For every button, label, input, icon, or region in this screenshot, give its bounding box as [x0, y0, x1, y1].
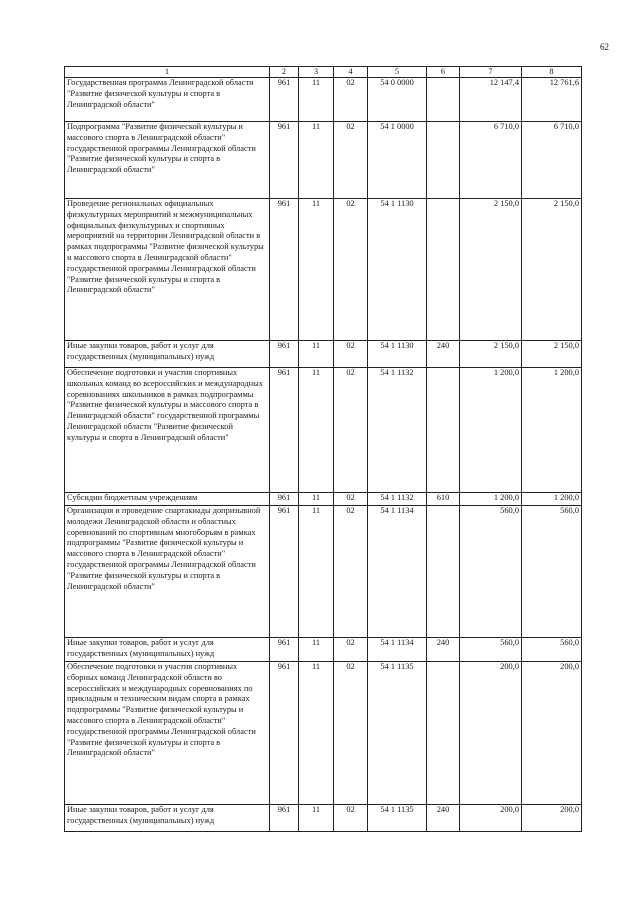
header-col-4: 4: [334, 67, 368, 78]
cell-c6: 240: [427, 805, 460, 832]
header-col-1: 1: [65, 67, 270, 78]
table-row: [65, 662, 582, 805]
table-row: [65, 368, 582, 493]
cell-c6: [427, 368, 460, 493]
row-name: Проведение региональных официальных физкультурных мероприятий и межмуниципальных официальных физкультурных и спортивных мероприятий на территории Ленинградской области в рамках подпрограммы "Развитие физической культуры и массового спорта в Ленинградской области" государственной программы Ленинградской области "Развитие физической культуры и спорта в Ленинградской области": [65, 199, 270, 341]
cell-c5: 54 1 0000: [368, 122, 427, 199]
cell-c2: 961: [270, 493, 299, 506]
table-row: [65, 341, 582, 368]
cell-c2: 961: [270, 122, 299, 199]
cell-c3: 11: [299, 506, 334, 638]
cell-c8: 2 150,0: [522, 199, 582, 341]
budget-table: [64, 66, 582, 832]
cell-c6: 610: [427, 493, 460, 506]
cell-c4: 02: [334, 122, 368, 199]
cell-c3: 11: [299, 122, 334, 199]
cell-c3: 11: [299, 662, 334, 805]
cell-c5: 54 0 0000: [368, 78, 427, 122]
table-row: [65, 805, 582, 832]
cell-c3: 11: [299, 638, 334, 662]
cell-c7: 1 200,0: [460, 368, 522, 493]
cell-c8: 12 761,6: [522, 78, 582, 122]
cell-c4: 02: [334, 506, 368, 638]
cell-c2: 961: [270, 341, 299, 368]
cell-c3: 11: [299, 341, 334, 368]
cell-c7: 200,0: [460, 662, 522, 805]
cell-c7: 1 200,0: [460, 493, 522, 506]
cell-c7: 2 150,0: [460, 199, 522, 341]
row-name: Обеспечение подготовки и участия спортивных школьных команд во всероссийских и международных соревнованиях школьников в рамках подпрограммы "Развитие физической культуры и массового спорта в Ленинградской области" государственной программы Ленинградской области "Развитие физической культуры и спорта в Ленинградской области": [65, 368, 270, 493]
cell-c6: 240: [427, 638, 460, 662]
cell-c2: 961: [270, 199, 299, 341]
header-row: [65, 67, 582, 78]
cell-c8: 560,0: [522, 638, 582, 662]
table-row: [65, 122, 582, 199]
cell-c7: 6 710,0: [460, 122, 522, 199]
row-name: Субсидии бюджетным учреждениям: [65, 493, 270, 506]
row-name: Иные закупки товаров, работ и услуг для государственных (муниципальных) нужд: [65, 341, 270, 368]
cell-c3: 11: [299, 805, 334, 832]
cell-c5: 54 1 1132: [368, 368, 427, 493]
table-body: [65, 78, 582, 832]
cell-c6: 240: [427, 341, 460, 368]
row-name: Организация и проведение спартакиады допризывной молодежи Ленинградской области и областных соревнований по спортивным многоборьям в рамках подпрограммы "Развитие физической культуры и массового спорта в Ленинградской области" государственной программы Ленинградской области "Развитие физической культуры и спорта в Ленинградской области": [65, 506, 270, 638]
header-col-7: 7: [460, 67, 522, 78]
table-row: [65, 199, 582, 341]
row-name: Иные закупки товаров, работ и услуг для государственных (муниципальных) нужд: [65, 805, 270, 832]
cell-c4: 02: [334, 78, 368, 122]
cell-c5: 54 1 1134: [368, 638, 427, 662]
cell-c3: 11: [299, 493, 334, 506]
table-row: [65, 506, 582, 638]
cell-c2: 961: [270, 368, 299, 493]
row-name: Иные закупки товаров, работ и услуг для государственных (муниципальных) нужд: [65, 638, 270, 662]
cell-c4: 02: [334, 341, 368, 368]
table-row: [65, 638, 582, 662]
cell-c8: 560,0: [522, 506, 582, 638]
cell-c7: 12 147,4: [460, 78, 522, 122]
cell-c2: 961: [270, 506, 299, 638]
cell-c7: 2 150,0: [460, 341, 522, 368]
cell-c5: 54 1 1135: [368, 662, 427, 805]
cell-c2: 961: [270, 638, 299, 662]
cell-c5: 54 1 1134: [368, 506, 427, 638]
cell-c5: 54 1 1130: [368, 199, 427, 341]
row-name: Обеспечение подготовки и участия спортивных сборных команд Ленинградской области во всероссийских и международных соревнованиях по прикладным и техническим видам спорта в рамках подпрограммы "Развитие физической культуры и массового спорта в Ленинградской области" государственной программы Ленинградской области "Развитие физической культуры и спорта в Ленинградской области": [65, 662, 270, 805]
header-col-3: 3: [299, 67, 334, 78]
cell-c4: 02: [334, 199, 368, 341]
cell-c8: 2 150,0: [522, 341, 582, 368]
row-name: Государственная программа Ленинградской области "Развитие физической культуры и спорта в Ленинградской области": [65, 78, 270, 122]
cell-c6: [427, 199, 460, 341]
cell-c3: 11: [299, 78, 334, 122]
cell-c2: 961: [270, 662, 299, 805]
cell-c8: 1 200,0: [522, 368, 582, 493]
cell-c4: 02: [334, 638, 368, 662]
cell-c4: 02: [334, 368, 368, 493]
header-col-6: 6: [427, 67, 460, 78]
cell-c5: 54 1 1132: [368, 493, 427, 506]
cell-c8: 200,0: [522, 805, 582, 832]
cell-c7: 560,0: [460, 506, 522, 638]
cell-c2: 961: [270, 805, 299, 832]
cell-c5: 54 1 1135: [368, 805, 427, 832]
cell-c7: 560,0: [460, 638, 522, 662]
cell-c4: 02: [334, 493, 368, 506]
table-row: [65, 78, 582, 122]
cell-c7: 200,0: [460, 805, 522, 832]
cell-c3: 11: [299, 199, 334, 341]
page-number: 62: [600, 42, 609, 52]
cell-c8: 200,0: [522, 662, 582, 805]
cell-c6: [427, 662, 460, 805]
cell-c6: [427, 122, 460, 199]
header-col-5: 5: [368, 67, 427, 78]
header-col-2: 2: [270, 67, 299, 78]
header-col-8: 8: [522, 67, 582, 78]
row-name: Подпрограмма "Развитие физической культуры и массового спорта в Ленинградской области" государственной программы Ленинградской области "Развитие физической культуры и спорта в Ленинградской области": [65, 122, 270, 199]
cell-c5: 54 1 1130: [368, 341, 427, 368]
cell-c8: 6 710,0: [522, 122, 582, 199]
cell-c8: 1 200,0: [522, 493, 582, 506]
cell-c2: 961: [270, 78, 299, 122]
cell-c3: 11: [299, 368, 334, 493]
cell-c6: [427, 506, 460, 638]
table-header: [65, 67, 582, 78]
cell-c6: [427, 78, 460, 122]
cell-c4: 02: [334, 805, 368, 832]
table-row: [65, 493, 582, 506]
cell-c4: 02: [334, 662, 368, 805]
